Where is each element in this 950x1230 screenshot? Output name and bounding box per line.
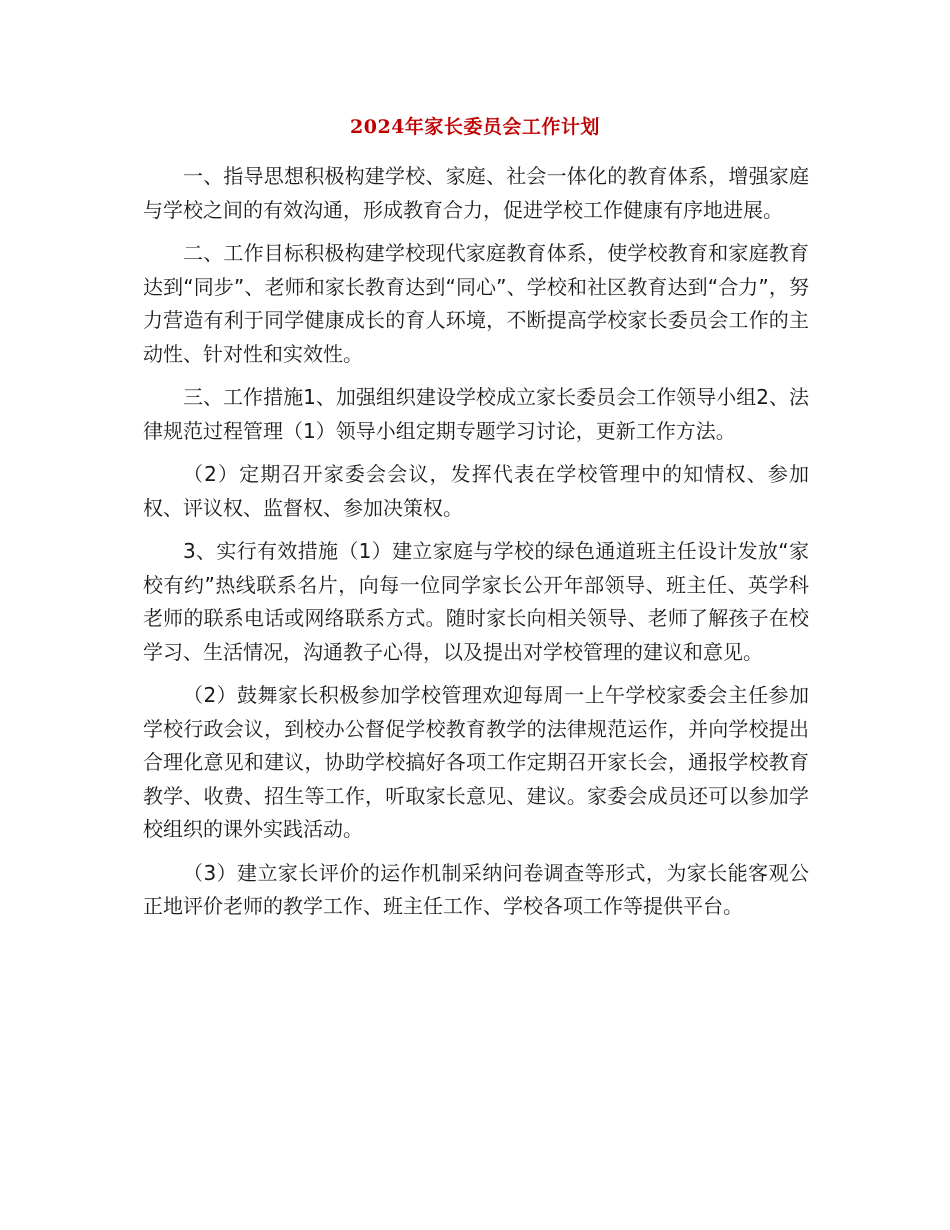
- paragraph-work-goals: 二、工作目标积极构建学校现代家庭教育体系，使学校教育和家庭教育达到“同步”、老师和家长教育达到“同心”、学校和社区教育达到“合力”，努力营造有利于同学健康成长的育人环境，不断提高学校家长委员会工作的主动性、针对性和实效性。: [143, 241, 809, 366]
- paragraph-committee-meetings: （2）定期召开家委会会议，发挥代表在学校管理中的知情权、参加权、评议权、监督权、参加决策权。: [143, 462, 809, 520]
- paragraph-parent-participation: （2）鼓舞家长积极参加学校管理欢迎每周一上午学校家委会主任参加学校行政会议，到校办公督促学校教育教学的法律规范运作，并向学校提出合理化意见和建议，协助学校搞好各项工作定期召开家长会，通报学校教育教学、收费、招生等工作，听取家长意见、建议。家委会成员还可以参加学校组织的课外实践活动。: [143, 683, 809, 841]
- paragraph-work-measures: 三、工作措施1、加强组织建设学校成立家长委员会工作领导小组2、法律规范过程管理（1）领导小组定期专题学习讨论，更新工作方法。: [143, 385, 809, 443]
- paragraph-guiding-ideology: 一、指导思想积极构建学校、家庭、社会一体化的教育体系，增强家庭与学校之间的有效沟通，形成教育合力，促进学校工作健康有序地进展。: [143, 164, 809, 222]
- document-title: 2024年家长委员会工作计划: [350, 116, 600, 138]
- paragraph-effective-measures: 3、实行有效措施（1）建立家庭与学校的绿色通道班主任设计发放“家校有约”热线联系名片，向每一位同学家长公开年部领导、班主任、英学科老师的联系电话或网络联系方式。随时家长向相关领导、老师了解孩子在校学习、生活情况，沟通教子心得，以及提出对学校管理的建议和意见。: [143, 539, 809, 664]
- document-body: [143, 160, 809, 934]
- paragraph-parent-evaluation: （3）建立家长评价的运作机制采纳问卷调查等形式，为家长能客观公正地评价老师的教学工作、班主任工作、学校各项工作等提供平台。: [143, 860, 809, 918]
